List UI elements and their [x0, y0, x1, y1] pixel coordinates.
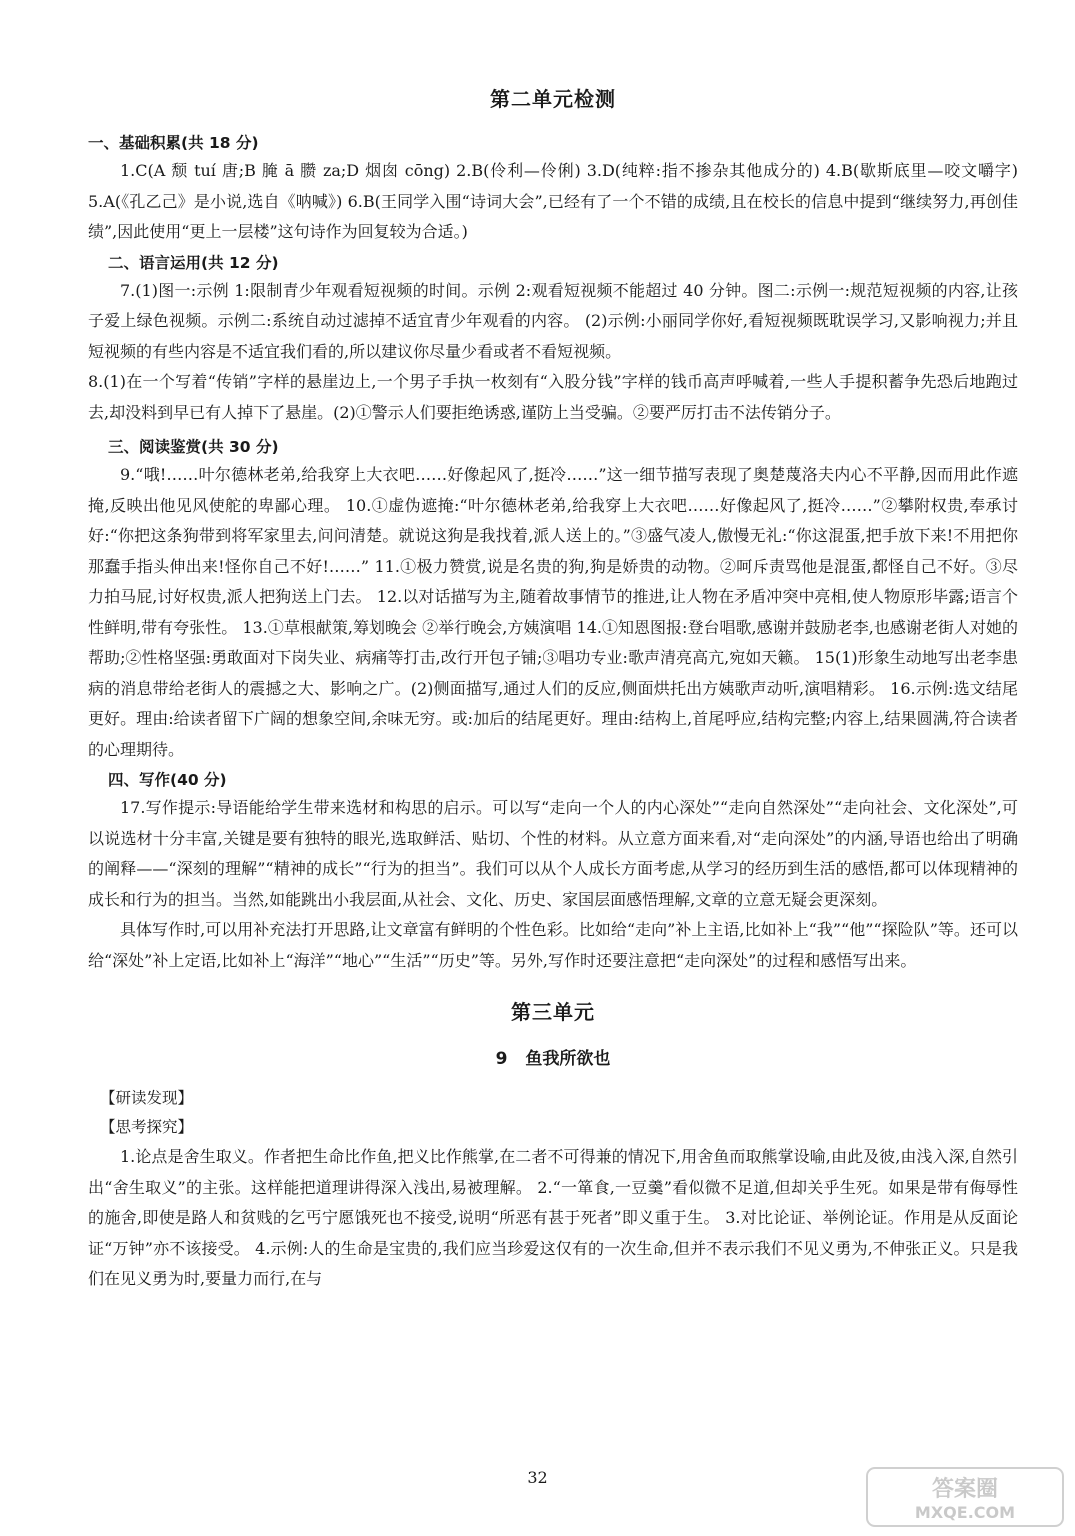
section1-answers: 1.C(A 颓 tuí 唐;B 腌 ā 臜 za;D 烟囱 cōng) 2.B(伶利—伶俐) 3.D(纯粹:指不掺杂其他成分的) 4.B(歇斯底里—咬文嚼字) 5.A(《孔乙己》是小说,选自《呐喊》) 6.B(王同学入围“诗词大会”,已经有了一个不错的成绩,且在校长的信息中提到“继续努力,再创佳绩”,因此使用“更上一层楼”这句诗作为回复较为合适。): [88, 161, 1018, 241]
lesson-title: [88, 1042, 1018, 1076]
section2-answer-8: 8.(1)在一个写着“传销”字样的悬崖边上,一个男子手执一枚刻有“入股分钱”字样的钱币高声呼喊着,一些人手提积蓄争先恐后地跑过去,却没料到早已有人掉下了悬崖。(2)①警示人们要拒绝诱惑,谨防上当受骗。②要严厉打击不法传销分子。: [88, 372, 1018, 422]
section4-heading: 四、写作(40 分): [108, 771, 227, 789]
tag-research: 【研读发现】: [100, 1089, 194, 1107]
watermark-site-text: MXQE.COM: [914, 1503, 1016, 1522]
tag-think: 【思考探究】: [100, 1118, 194, 1136]
unit3-title: 第三单元: [511, 1000, 595, 1024]
section3-heading: 三、阅读鉴赏(共 30 分): [108, 438, 279, 456]
section4-writing-tips: 17.写作提示:导语能给学生带来选材和构思的启示。可以写“走向一个人的内心深处”“走向自然深处”“走向社会、文化深处”,可以说选材十分丰富,关键是要有独特的眼光,选取鲜活、贴切、个性的材料。从立意方面来看,对“走向深处”的内涵,导语也给出了明确的阐释——“深刻的理解”“精神的成长”“行为的担当”。我们可以从个人成长方面考虑,从学习的经历到生活的感悟,都可以体现精神的成长和行为的担当。当然,如能跳出小我层面,从社会、文化、历史、家国层面感悟理解,文章的立意无疑会更深刻。: [88, 798, 1018, 909]
lesson-name: 鱼我所欲也: [525, 1049, 611, 1069]
watermark-logo-text: 答案圈: [931, 1477, 999, 1502]
page-content: [88, 84, 1018, 1295]
section3-answers: 9.“哦!……叶尔德林老弟,给我穿上大衣吧……好像起风了,挺冷……”这一细节描写表现了奥楚蔑洛夫内心不平静,因而用此作遮掩,反映出他见风使舵的卑鄙心理。 10.①虚伪遮掩:“叶尔德林老弟,给我穿上大衣吧……好像起风了,挺冷……”②攀附权贵,奉承讨好:“你把这条狗带到将军家里去,问问清楚。就说这狗是我找着,派人送上的。”③盛气凌人,傲慢无礼:“你这混蛋,把手放下来!不用把你那蠢手指头伸出来!怪你自己不好!……” 11.①极力赞赏,说是名贵的狗,狗是娇贵的动物。②呵斥责骂他是混蛋,都怪自己不好。③尽力拍马屁,讨好权贵,派人把狗送上门去。 12.以对话描写为主,随着故事情节的推进,让人物在矛盾冲突中亮相,使人物原形毕露;语言个性鲜明,带有夸张性。 13.①草根献策,筹划晚会 ②举行晚会,方姨演唱 14.①知恩图报:登台唱歌,感谢并鼓励老李,也感谢老街人对她的帮助;②性格坚强:勇敢面对下岗失业、病痛等打击,改行开包子铺;③唱功专业:歌声清亮高亢,宛如天籁。 15(1)形象生动地写出老李患病的消息带给老街人的震撼之大、影响之广。(2)侧面描写,通过人们的反应,侧面烘托出方姨歌声动听,演唱精彩。 16.示例:选文结尾更好。理由:给读者留下广阔的想象空间,余味无穷。或:加后的结尾更好。理由:结构上,首尾呼应,结构完整;内容上,结果圆满,符合读者的心理期待。: [88, 465, 1018, 759]
lesson9-answers: 1.论点是舍生取义。作者把生命比作鱼,把义比作熊掌,在二者不可得兼的情况下,用舍鱼而取熊掌设喻,由此及彼,由浅入深,自然引出“舍生取义”的主张。这样能把道理讲得深入浅出,易被理解。 2.“一箪食,一豆羹”看似微不足道,但却关乎生死。如果是带有侮辱性的施舍,即使是路人和贫贱的乞丐宁愿饿死也不接受,说明“所恶有甚于死者”即义重于生。 3.对比论证、举例论证。作用是从反面论证“万钟”亦不该接受。 4.示例:人的生命是宝贵的,我们应当珍爱这仅有的一次生命,但并不表示我们不见义勇为,不伸张正义。只是我们在见义勇为时,要量力而行,在与: [88, 1147, 1018, 1288]
section2-heading: 二、语言运用(共 12 分): [108, 253, 279, 272]
lesson-number: 9: [495, 1049, 508, 1069]
section1-heading: 一、基础积累(共 18 分): [88, 134, 259, 152]
section4-writing-detail: 具体写作时,可以用补充法打开思路,让文章富有鲜明的个性色彩。比如给“走向”补上主语,比如补上“我”“他”“探险队”等。还可以给“深处”补上定语,比如补上“海洋”“地心”“生活”“历史”等。另外,写作时还要注意把“走向深处”的过程和感悟写出来。: [88, 920, 1018, 970]
section2-answer-7: 7.(1)图一:示例 1:限制青少年观看短视频的时间。示例 2:观看短视频不能超过 40 分钟。图二:示例一:规范短视频的内容,让孩子爱上绿色视频。示例二:系统自动过滤掉不适宜青少年观看的内容。 (2)示例:小丽同学你好,看短视频既耽误学习,又影响视力;并且短视频的有些内容是不适宜我们看的,所以建议你尽量少看或者不看短视频。: [88, 280, 1018, 361]
unit2-test-title: 第二单元检测: [490, 87, 616, 111]
watermark-logo: [865, 1466, 1065, 1528]
watermark-logo-icon: [865, 1466, 1065, 1528]
page-number: 32: [527, 1468, 548, 1487]
